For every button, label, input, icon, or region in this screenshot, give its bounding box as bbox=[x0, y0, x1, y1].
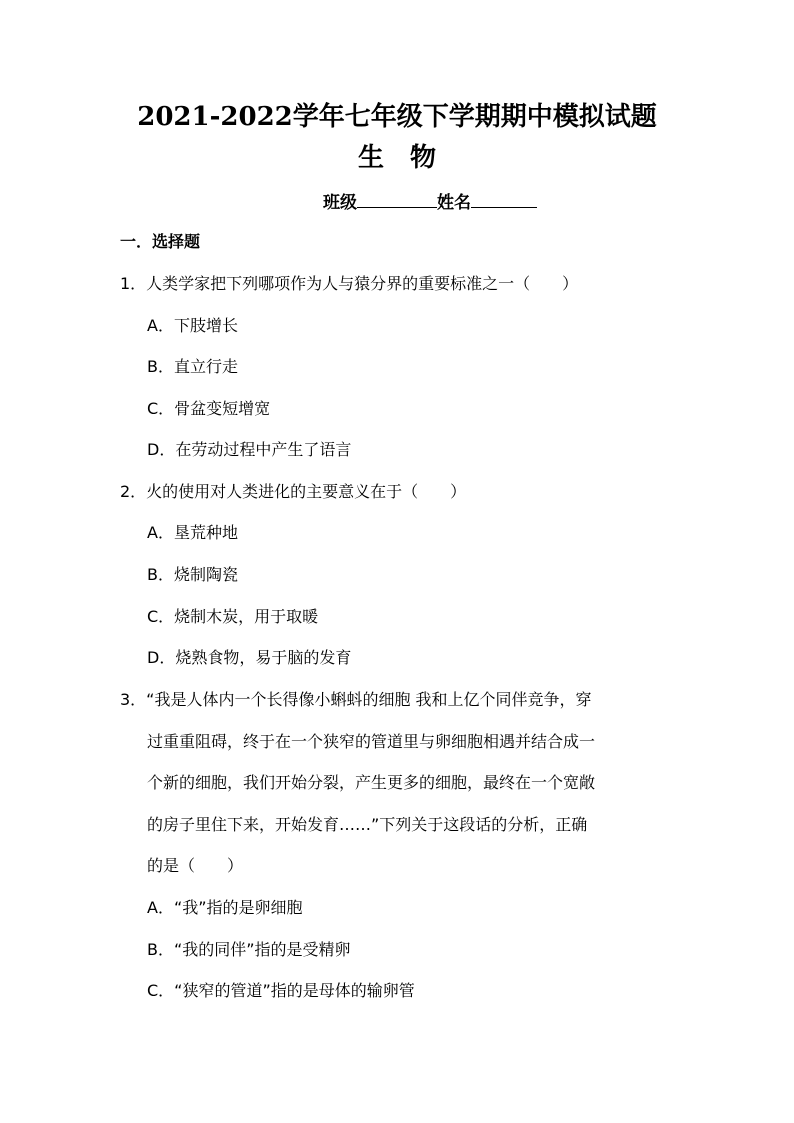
name-label: 姓名 bbox=[437, 193, 471, 213]
question-2-option-c: C．烧制木炭，用于取暖 bbox=[147, 607, 319, 626]
question-1-option-b: B．直立行走 bbox=[147, 357, 238, 376]
question-3-stem-line: 3．“我是人体内一个长得像小蝌蚪的细胞 我和上亿个同伴竞争，穿 bbox=[120, 690, 592, 709]
class-label: 班级 bbox=[323, 193, 357, 213]
question-1-option-c: C．骨盆变短增宽 bbox=[147, 399, 271, 418]
question-2-option-d: D．烧熟食物，易于脑的发育 bbox=[147, 648, 352, 667]
student-info-line bbox=[323, 189, 537, 215]
question-2-option-a: A．垦荒种地 bbox=[147, 523, 238, 542]
name-blank bbox=[471, 189, 537, 208]
question-3-stem-line: 的是（ ） bbox=[147, 856, 244, 875]
question-1-option-d: D．在劳动过程中产生了语言 bbox=[147, 440, 352, 459]
question-3-stem-line: 过重重阻碍，终于在一个狭窄的管道里与卵细胞相遇并结合成一 bbox=[147, 732, 596, 751]
exam-subject: 生物 bbox=[357, 143, 462, 173]
question-3-stem-line: 个新的细胞，我们开始分裂，产生更多的细胞，最终在一个宽敞 bbox=[147, 773, 596, 792]
question-1-option-a: A．下肢增长 bbox=[147, 316, 238, 335]
class-blank bbox=[357, 189, 437, 208]
question-3-option-b: B．“我的同伴”指的是受精卵 bbox=[147, 940, 351, 959]
question-3-stem-line: 的房子里住下来，开始发育……”下列关于这段话的分析，正确 bbox=[147, 815, 588, 834]
question-1-stem: 1．人类学家把下列哪项作为人与猿分界的重要标准之一（ ） bbox=[120, 274, 579, 293]
question-3-option-c: C．“狭窄的管道”指的是母体的输卵管 bbox=[147, 981, 415, 1000]
section-title: 一．选择题 bbox=[120, 232, 201, 251]
exam-title: 2021-2022学年七年级下学期期中模拟试题 bbox=[137, 102, 657, 132]
question-2-option-b: B．烧制陶瓷 bbox=[147, 565, 238, 584]
question-3-option-a: A．“我”指的是卵细胞 bbox=[147, 898, 303, 917]
question-2-stem: 2．火的使用对人类进化的主要意义在于（ ） bbox=[120, 482, 467, 501]
